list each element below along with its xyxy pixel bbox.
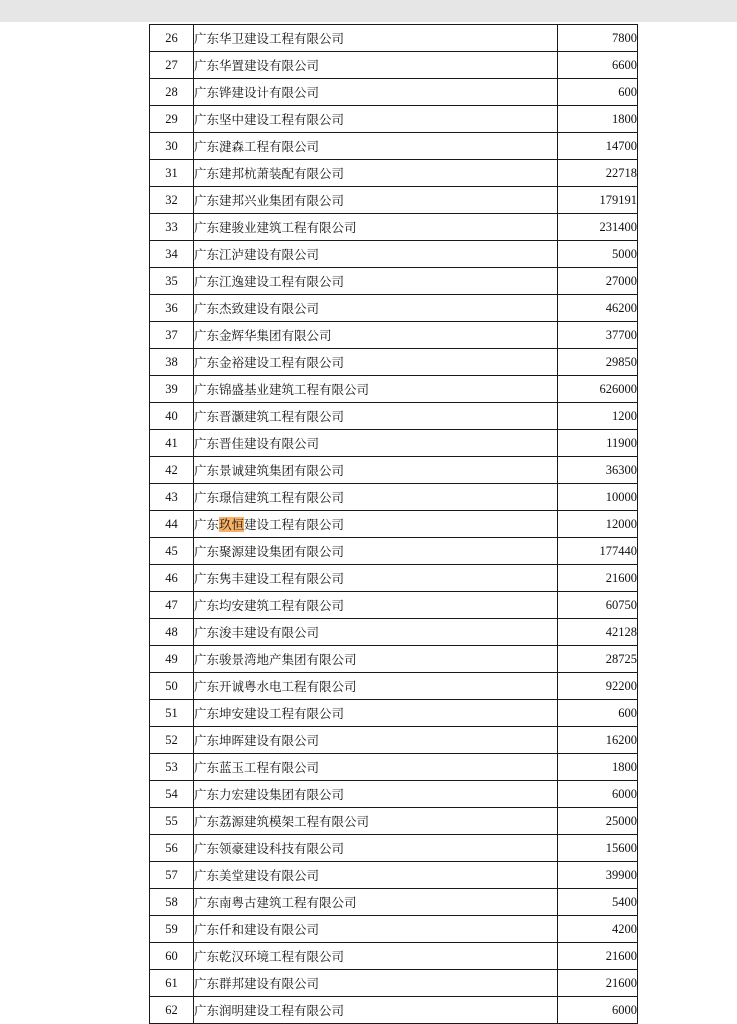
company-name: 广东开诚粤水电工程有限公司 xyxy=(194,673,558,700)
company-name: 广东晋灏建筑工程有限公司 xyxy=(194,403,558,430)
table-row xyxy=(150,268,638,295)
row-number: 47 xyxy=(150,592,194,619)
amount-value: 42128 xyxy=(558,619,638,646)
amount-value: 60750 xyxy=(558,592,638,619)
table-row xyxy=(150,565,638,592)
row-number: 48 xyxy=(150,619,194,646)
amount-value: 179191 xyxy=(558,187,638,214)
table-row xyxy=(150,52,638,79)
row-number: 31 xyxy=(150,160,194,187)
document-page xyxy=(0,22,737,1022)
row-number: 55 xyxy=(150,808,194,835)
amount-value: 1800 xyxy=(558,754,638,781)
amount-value: 231400 xyxy=(558,214,638,241)
row-number: 26 xyxy=(150,25,194,52)
table-row xyxy=(150,133,638,160)
row-number: 29 xyxy=(150,106,194,133)
table-row xyxy=(150,538,638,565)
company-name: 广东杰致建设有限公司 xyxy=(194,295,558,322)
table-row xyxy=(150,160,638,187)
row-number: 52 xyxy=(150,727,194,754)
company-name: 广东聚源建设集团有限公司 xyxy=(194,538,558,565)
table-row xyxy=(150,808,638,835)
table-row xyxy=(150,430,638,457)
company-name: 广东建邦杭萧装配有限公司 xyxy=(194,160,558,187)
amount-value: 21600 xyxy=(558,565,638,592)
amount-value: 10000 xyxy=(558,484,638,511)
row-number: 32 xyxy=(150,187,194,214)
company-name: 广东均安建筑工程有限公司 xyxy=(194,592,558,619)
row-number: 42 xyxy=(150,457,194,484)
viewer-toolbar xyxy=(0,0,737,22)
amount-value: 1200 xyxy=(558,403,638,430)
company-name: 广东荔源建筑模架工程有限公司 xyxy=(194,808,558,835)
row-number: 56 xyxy=(150,835,194,862)
company-name: 广东景诚建筑集团有限公司 xyxy=(194,457,558,484)
company-name: 广东坚中建设工程有限公司 xyxy=(194,106,558,133)
amount-value: 626000 xyxy=(558,376,638,403)
row-number: 38 xyxy=(150,349,194,376)
amount-value: 39900 xyxy=(558,862,638,889)
row-number: 61 xyxy=(150,970,194,997)
row-number: 33 xyxy=(150,214,194,241)
company-name: 广东群邦建设有限公司 xyxy=(194,970,558,997)
amount-value: 6000 xyxy=(558,997,638,1024)
amount-value: 22718 xyxy=(558,160,638,187)
search-highlight: 玖恒 xyxy=(219,517,245,532)
table-row xyxy=(150,295,638,322)
table-row xyxy=(150,79,638,106)
table-row xyxy=(150,835,638,862)
table-row xyxy=(150,106,638,133)
company-name: 广东璟信建筑工程有限公司 xyxy=(194,484,558,511)
row-number: 62 xyxy=(150,997,194,1024)
table-row xyxy=(150,25,638,52)
amount-value: 600 xyxy=(558,700,638,727)
row-number: 45 xyxy=(150,538,194,565)
table-row xyxy=(150,916,638,943)
table-row xyxy=(150,322,638,349)
table-row xyxy=(150,403,638,430)
table-row xyxy=(150,889,638,916)
company-name-suffix: 建设工程有限公司 xyxy=(244,517,345,532)
table-row xyxy=(150,187,638,214)
row-number: 53 xyxy=(150,754,194,781)
company-name: 广东骏景湾地产集团有限公司 xyxy=(194,646,558,673)
amount-value: 177440 xyxy=(558,538,638,565)
company-name: 广东隽丰建设工程有限公司 xyxy=(194,565,558,592)
company-table xyxy=(149,24,638,1024)
amount-value: 6600 xyxy=(558,52,638,79)
table-row xyxy=(150,754,638,781)
amount-value: 36300 xyxy=(558,457,638,484)
row-number: 60 xyxy=(150,943,194,970)
row-number: 41 xyxy=(150,430,194,457)
row-number: 27 xyxy=(150,52,194,79)
table-row xyxy=(150,241,638,268)
company-name: 广东坤安建设工程有限公司 xyxy=(194,700,558,727)
amount-value: 6000 xyxy=(558,781,638,808)
table-row xyxy=(150,214,638,241)
company-name: 广东华卫建设工程有限公司 xyxy=(194,25,558,52)
company-name: 广东华置建设有限公司 xyxy=(194,52,558,79)
row-number: 58 xyxy=(150,889,194,916)
table-row xyxy=(150,484,638,511)
amount-value: 27000 xyxy=(558,268,638,295)
company-name: 广东南粤古建筑工程有限公司 xyxy=(194,889,558,916)
table-row xyxy=(150,592,638,619)
amount-value: 600 xyxy=(558,79,638,106)
company-name: 广东力宏建设集团有限公司 xyxy=(194,781,558,808)
company-name: 广东建骏业建筑工程有限公司 xyxy=(194,214,558,241)
company-name: 广东蓝玉工程有限公司 xyxy=(194,754,558,781)
amount-value: 14700 xyxy=(558,133,638,160)
amount-value: 15600 xyxy=(558,835,638,862)
table-row xyxy=(150,970,638,997)
company-name: 广东锦盛基业建筑工程有限公司 xyxy=(194,376,558,403)
table-row xyxy=(150,511,638,538)
company-name: 广东仟和建设有限公司 xyxy=(194,916,558,943)
company-name: 广东坤晖建设有限公司 xyxy=(194,727,558,754)
company-name: 广东金裕建设工程有限公司 xyxy=(194,349,558,376)
company-name: 广东江逸建设工程有限公司 xyxy=(194,268,558,295)
table-row xyxy=(150,943,638,970)
row-number: 49 xyxy=(150,646,194,673)
row-number: 40 xyxy=(150,403,194,430)
amount-value: 4200 xyxy=(558,916,638,943)
company-name: 广东江泸建设有限公司 xyxy=(194,241,558,268)
amount-value: 92200 xyxy=(558,673,638,700)
company-name: 广东乾汉环境工程有限公司 xyxy=(194,943,558,970)
table-row xyxy=(150,646,638,673)
amount-value: 5400 xyxy=(558,889,638,916)
row-number: 28 xyxy=(150,79,194,106)
row-number: 39 xyxy=(150,376,194,403)
row-number: 35 xyxy=(150,268,194,295)
table-row xyxy=(150,727,638,754)
row-number: 59 xyxy=(150,916,194,943)
row-number: 36 xyxy=(150,295,194,322)
table-row xyxy=(150,376,638,403)
table-body xyxy=(150,25,638,1024)
amount-value: 11900 xyxy=(558,430,638,457)
amount-value: 25000 xyxy=(558,808,638,835)
company-name: 广东润明建设工程有限公司 xyxy=(194,997,558,1024)
row-number: 54 xyxy=(150,781,194,808)
row-number: 43 xyxy=(150,484,194,511)
row-number: 50 xyxy=(150,673,194,700)
company-name xyxy=(194,511,558,538)
table-row xyxy=(150,781,638,808)
table-row xyxy=(150,862,638,889)
row-number: 37 xyxy=(150,322,194,349)
amount-value: 46200 xyxy=(558,295,638,322)
table-row xyxy=(150,349,638,376)
row-number: 46 xyxy=(150,565,194,592)
amount-value: 7800 xyxy=(558,25,638,52)
amount-value: 12000 xyxy=(558,511,638,538)
amount-value: 1800 xyxy=(558,106,638,133)
row-number: 44 xyxy=(150,511,194,538)
amount-value: 28725 xyxy=(558,646,638,673)
company-name: 广东美堂建设有限公司 xyxy=(194,862,558,889)
row-number: 34 xyxy=(150,241,194,268)
company-name: 广东浚丰建设有限公司 xyxy=(194,619,558,646)
amount-value: 29850 xyxy=(558,349,638,376)
table-row xyxy=(150,619,638,646)
amount-value: 37700 xyxy=(558,322,638,349)
company-name: 广东铧建设计有限公司 xyxy=(194,79,558,106)
table-row xyxy=(150,673,638,700)
row-number: 30 xyxy=(150,133,194,160)
table-row xyxy=(150,997,638,1024)
table-row xyxy=(150,457,638,484)
company-name-prefix: 广东 xyxy=(194,517,220,532)
amount-value: 16200 xyxy=(558,727,638,754)
company-name: 广东领豪建设科技有限公司 xyxy=(194,835,558,862)
amount-value: 21600 xyxy=(558,943,638,970)
company-name: 广东湕森工程有限公司 xyxy=(194,133,558,160)
row-number: 57 xyxy=(150,862,194,889)
company-name: 广东建邦兴业集团有限公司 xyxy=(194,187,558,214)
table-row xyxy=(150,700,638,727)
amount-value: 21600 xyxy=(558,970,638,997)
amount-value: 5000 xyxy=(558,241,638,268)
company-name: 广东金辉华集团有限公司 xyxy=(194,322,558,349)
company-name: 广东晋佳建设有限公司 xyxy=(194,430,558,457)
row-number: 51 xyxy=(150,700,194,727)
